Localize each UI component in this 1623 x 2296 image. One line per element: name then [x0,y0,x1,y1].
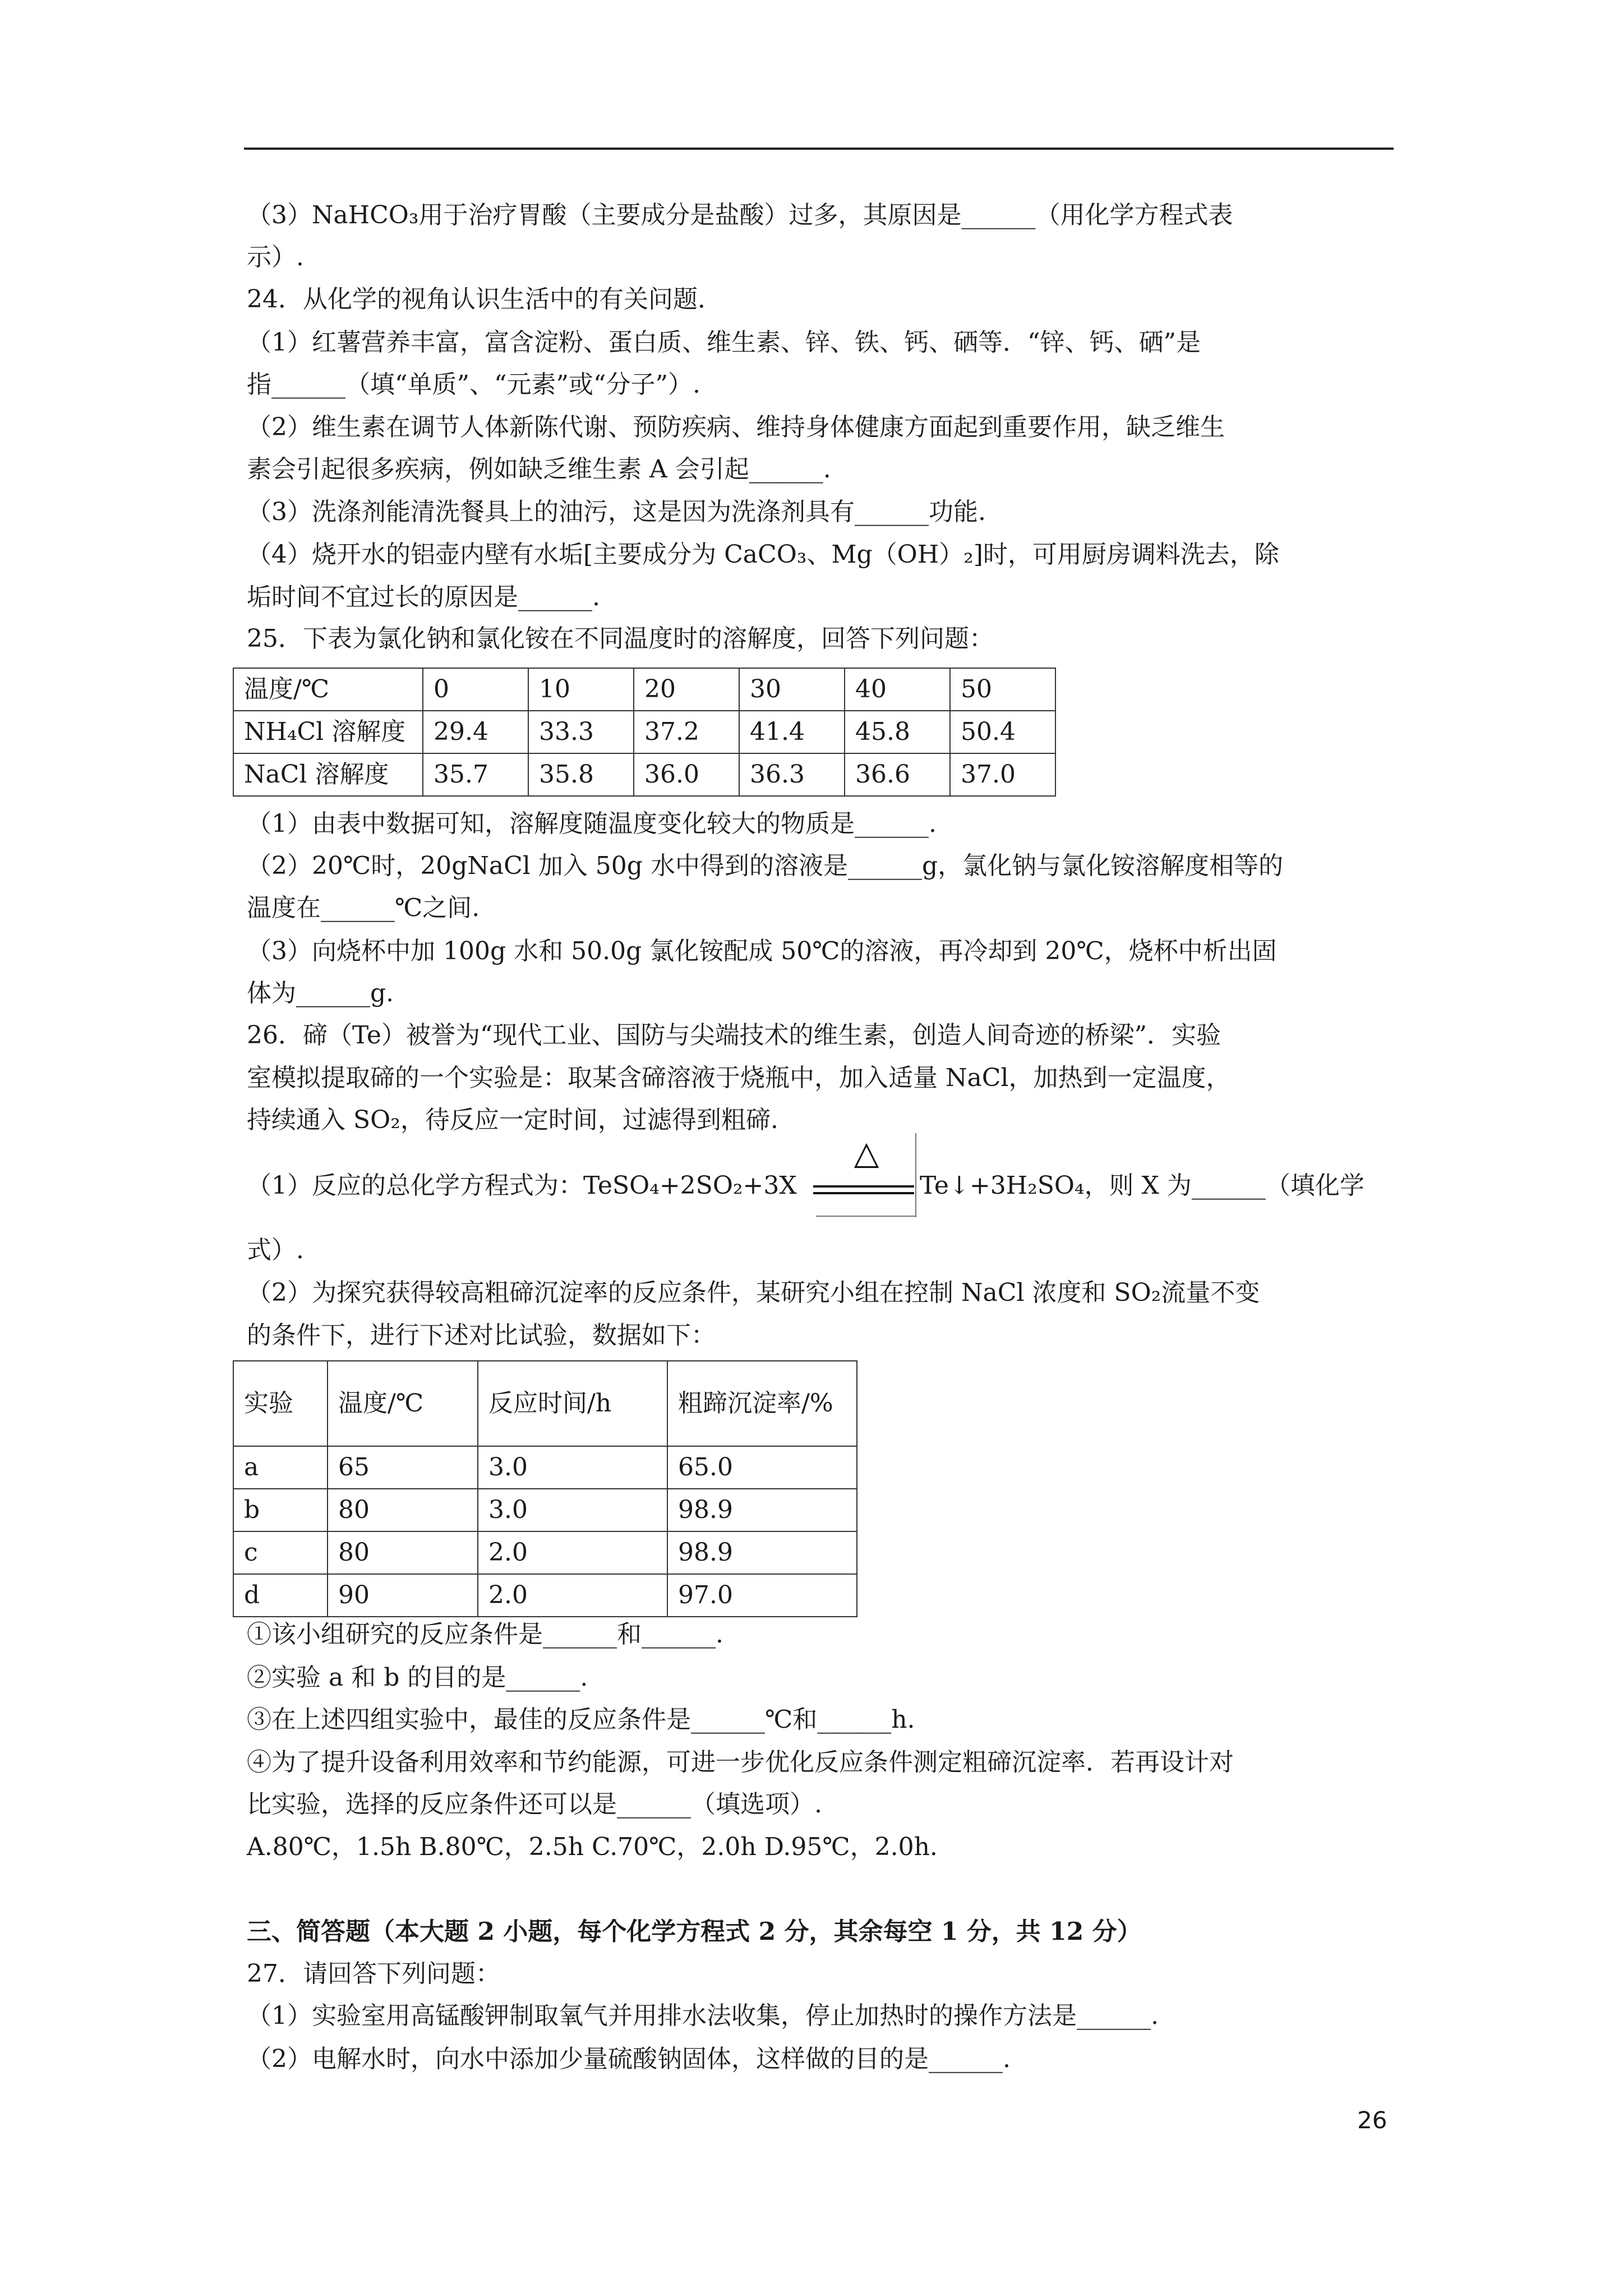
table-cell: 3.0 [478,1446,667,1489]
q24-4-line2: 垢时间不宜过长的原因是______. [247,583,600,611]
table-cell: 36.0 [634,753,739,796]
table-cell: 粗蹄沉淀率/% [667,1361,857,1446]
table-cell: 37.0 [950,753,1055,796]
solubility-table [233,668,1056,797]
table-cell: 80 [328,1531,478,1574]
q25-3-line1: （3）向烧杯中加 100g 水和 50.0g 氯化铵配成 50℃的溶液，再冷却到 20℃，烧杯中析出固 [247,937,1277,965]
q26-2-line1: （2）为探究获得较高粗碲沉淀率的反应条件，某研究小组在控制 NaCl 浓度和 SO₂流量不变 [247,1278,1260,1307]
table-cell: 45.8 [845,711,950,753]
table-cell: b [233,1489,328,1531]
table-cell: 实验 [233,1361,328,1446]
q26-2-options: A.80℃，1.5h B.80℃，2.5h C.70℃，2.0h D.95℃，2.0h. [247,1833,938,1861]
q25-2-line2: 温度在______℃之间. [247,894,480,922]
q26-2-sub1: ①该小组研究的反应条件是______和______. [247,1620,723,1649]
delta-symbol: △ [854,1134,879,1172]
table-row [233,711,1055,753]
table-cell: 0 [423,668,528,711]
table-cell: 30 [739,668,845,711]
q25-3-line2: 体为______g. [247,979,394,1007]
table-cell: 温度/℃ [233,668,423,711]
experiment-table [233,1360,857,1617]
table-row [233,1574,857,1617]
q23-3-line1: （3）NaHCO₃用于治疗胃酸（主要成分是盐酸）过多，其原因是______（用化学方程式表 [247,201,1233,229]
q24-title: 24．从化学的视角认识生活中的有关问题． [247,285,722,314]
table-cell: d [233,1574,328,1617]
table-cell: 90 [328,1574,478,1617]
table-cell: 65 [328,1446,478,1489]
header-rule [244,148,1394,150]
table-cell: 97.0 [667,1574,857,1617]
table-cell: NaCl 溶解度 [233,753,423,796]
q26-2-sub2: ②实验 a 和 b 的目的是______. [247,1663,588,1692]
q26-2-sub3: ③在上述四组实验中，最佳的反应条件是______℃和______h. [247,1705,915,1734]
table-cell: 10 [528,668,634,711]
q26-title-line3: 持续通入 SO₂，待反应一定时间，过滤得到粗碲. [247,1106,778,1134]
q27-1: （1）实验室用高锰酸钾制取氧气并用排水法收集，停止加热时的操作方法是______. [247,2001,1159,2030]
table-cell: 反应时间/h [478,1361,667,1446]
table-cell: 80 [328,1489,478,1531]
q26-1-equation-left: （1）反应的总化学方程式为：TeSO₄+2SO₂+3X [247,1171,797,1200]
table-cell: 36.6 [845,753,950,796]
table-cell: 29.4 [423,711,528,753]
table-cell: a [233,1446,328,1489]
table-row [233,1531,857,1574]
q26-2-sub4-line1: ④为了提升设备利用效率和节约能源，可进一步优化反应条件测定粗碲沉淀率．若再设计对 [247,1748,1234,1777]
q24-1-line1: （1）红薯营养丰富，富含淀粉、蛋白质、维生素、锌、铁、钙、硒等．“锌、钙、硒”是 [247,328,1201,357]
q26-1-line2: 式）. [247,1236,304,1264]
table-cell: 35.7 [423,753,528,796]
table-cell: 41.4 [739,711,845,753]
q26-title-line1: 26．碲（Te）被誉为“现代工业、国防与尖端技术的维生素，创造人间奇迹的桥梁”．实验 [247,1021,1221,1050]
q26-2-sub4-line2: 比实验，选择的反应条件还可以是______（填选项）. [247,1790,822,1819]
table-cell: 37.2 [634,711,739,753]
q25-1: （1）由表中数据可知，溶解度随温度变化较大的物质是______. [247,809,937,838]
table-row [233,1446,857,1489]
q27-2: （2）电解水时，向水中添加少量硫酸钠固体，这样做的目的是______. [247,2045,1011,2073]
table-cell: 3.0 [478,1489,667,1531]
q26-title-line2: 室模拟提取碲的一个实验是：取某含碲溶液于烧瓶中，加入适量 NaCl，加热到一定温度， [247,1064,1231,1092]
q24-1-line2: 指______（填“单质”、“元素”或“分子”）. [247,370,700,399]
section-heading: 三、简答题（本大题 2 小题，每个化学方程式 2 分，其余每空 1 分，共 12 分） [247,1917,1142,1946]
q27-title: 27．请回答下列问题： [247,1959,500,1988]
table-cell: 36.3 [739,753,845,796]
table-cell: 50 [950,668,1055,711]
table-cell: c [233,1531,328,1574]
q24-2-line2: 素会引起很多疾病，例如缺乏维生素 A 会引起______. [247,455,831,484]
table-cell: 50.4 [950,711,1055,753]
table-cell: 33.3 [528,711,634,753]
table-cell: 温度/℃ [328,1361,478,1446]
q25-2-line1: （2）20℃时，20gNaCl 加入 50g 水中得到的溶液是______g，氯化钠与氯化铵溶解度相等的 [247,852,1284,880]
table-cell: 2.0 [478,1574,667,1617]
q24-2-line1: （2）维生素在调节人体新陈代谢、预防疾病、维持身体健康方面起到重要作用，缺乏维生 [247,413,1225,441]
table-cell: 98.9 [667,1489,857,1531]
table-cell: 40 [845,668,950,711]
table-cell: 65.0 [667,1446,857,1489]
table-row [233,753,1055,796]
q23-3-line2: 示）. [247,243,304,272]
table-cell: 20 [634,668,739,711]
table-cell: NH₄Cl 溶解度 [233,711,423,753]
page-number: 26 [1357,2106,1387,2134]
q24-3: （3）洗涤剂能清洗餐具上的油污，这是因为洗涤剂具有______功能. [247,498,986,526]
q25-title: 25．下表为氯化钠和氯化铵在不同温度时的溶解度，回答下列问题： [247,624,994,653]
q26-2-line2: 的条件下，进行下述对比试验，数据如下： [247,1321,716,1350]
heating-equation-sign [813,1133,920,1217]
table-row [233,668,1055,711]
q24-4-line1: （4）烧开水的铝壶内壁有水垢[主要成分为 CaCO₃、Mg（OH）₂]时，可用厨房调料洗去，除 [247,540,1279,569]
table-row [233,1489,857,1531]
table-cell: 35.8 [528,753,634,796]
q26-1-equation-right: Te↓+3H₂SO₄，则 X 为______（填化学 [920,1171,1364,1200]
table-cell: 98.9 [667,1531,857,1574]
table-cell: 2.0 [478,1531,667,1574]
table-row [233,1361,857,1446]
